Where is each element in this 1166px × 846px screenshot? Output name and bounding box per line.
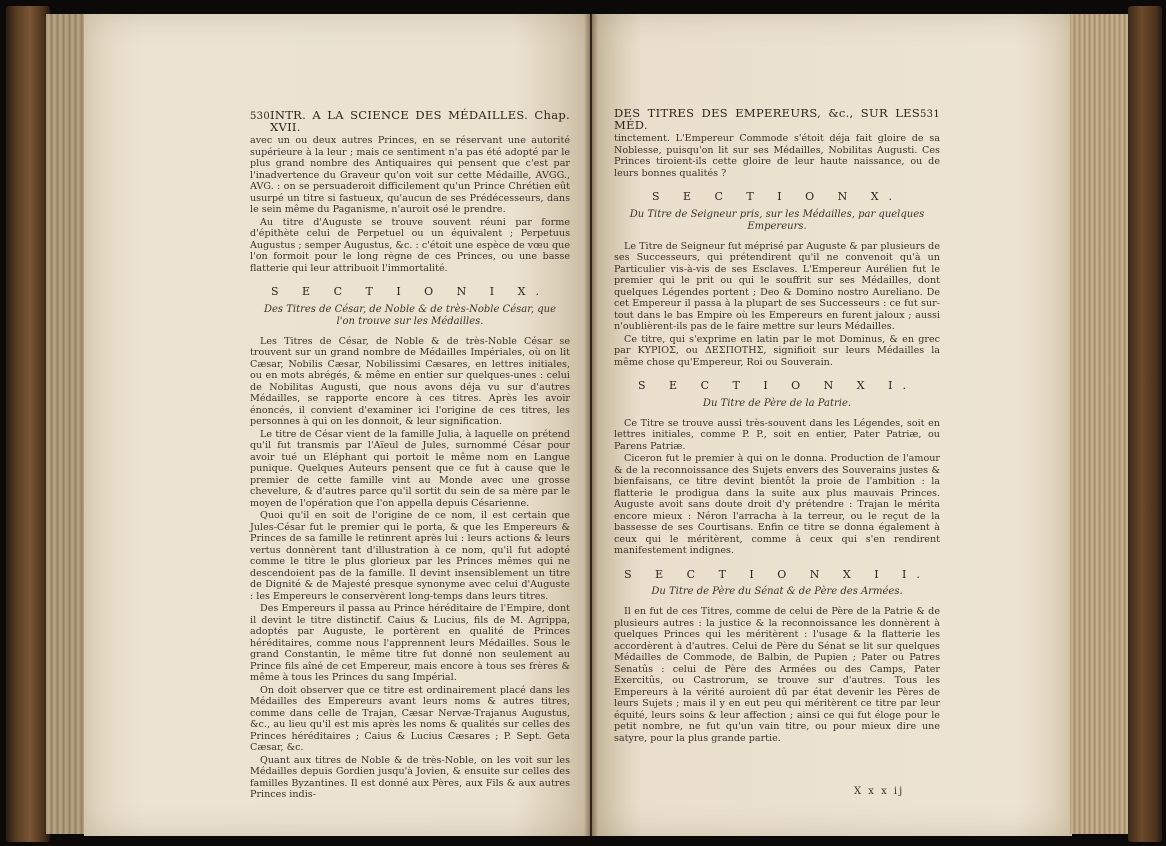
paragraph: Ce titre, qui s'exprime en latin par le mot Dominus, & en grec par ΚΥΡΙΟΣ, ou ΔΕΣΠΟΤΗΣ, signifioit sur leurs Médailles la même chose qu'Empereur, Roi ou Souverain.	[614, 333, 940, 368]
paragraph: Ce Titre se trouve aussi très-souvent dans les Légendes, soit en lettres initiales, comme P. P., soit en entier, Pater Patriæ, ou Parens Patriæ.	[614, 417, 940, 452]
book-spine-left	[6, 6, 50, 842]
section-title: Du Titre de Seigneur pris, sur les Médailles, par quelques Empereurs.	[629, 208, 925, 232]
paragraph: Au titre d'Auguste se trouve souvent réuni par forme d'épithète celui de Perpetuel ou un équivalent ; Perpetuus Augustus ; semper Augustus, &c. : c'étoit une espèce de vœu que l'on formoit pour le long règne de ces Princes, ou une basse flatterie qui leur attribuoit l'immortalité.	[250, 216, 570, 274]
right-page-text	[614, 108, 940, 745]
paragraph: Des Empereurs il passa au Prince héréditaire de l'Empire, dont il devint le titre distinctif. Caius & Lucius, fils de M. Agrippa, adoptés par Auguste, le portèrent en qualité de Princes héréditaires, comme nous l'apprennent leurs Médailles. Sous le grand Constantin, le même titre fut donné non seulement au Prince fils aîné de cet Empereur, mais encore à tous ses frères & même à tous les Princes du sang Impérial.	[250, 603, 570, 683]
paragraph: avec un ou deux autres Princes, en se réservant une autorité supérieure à la leur ; mais ce sentiment n'a pas été adopté par le plus grand nombre des Antiquaires qui pensent que c'est par l'inadvertence du Graveur qu'on voit sur cette Médaille, AVGG., AVG. : on se persuaderoit difficilement qu'un Prince Chrétien eût usurpé un titre si fastueux, qu'aucun de ses Prédécesseurs, dans le sein même du Paganisme, n'auroit osé le prendre.	[250, 135, 570, 215]
right-running-head: DES TITRES DES EMPEREURS, &c., SUR LES MÉD.	[614, 106, 920, 132]
page-edges-right	[1070, 14, 1134, 834]
page-edges-left	[46, 14, 86, 834]
paragraph: Ciceron fut le premier à qui on le donna. Production de l'amour & de la reconnoissance des Sujets envers des Souverains justes & bienfaisans, ce titre devint bientôt la proie de l'ambition : la flatterie le prodigua dans la suite aux plus mauvais Princes. Auguste avoit sans doute droit d'y prétendre : Trajan le mérita encore mieux : Néron l'arracha à la terreur, ou le reçut de la bassesse de ses Courtisans. Enfin ce titre se donna également à ceux qui le méritèrent, comme à ceux qui s'en rendirent manifestement indignes.	[614, 453, 940, 556]
right-running-header	[614, 108, 940, 131]
paragraph: Le Titre de Seigneur fut méprisé par Auguste & par plusieurs de ses Successeurs, qui prétendirent qu'il ne convenoit qu'à un Particulier vis-à-vis de ses Esclaves. L'Empereur Aurélien fut le premier qui le prit ou qui le souffrit sur ses Médailles, dont quelques Légendes portent ; Deo & Domino nostro Aureliano. De cet Empereur il passa à la plupart de ses Successeurs : ce fut sur-tout dans le bas Empire où les Empereurs en furent jaloux ; aussi n'oublièrent-ils pas de le faire mettre sur leurs Médailles.	[614, 240, 940, 332]
section-title: Du Titre de Père de la Patrie.	[702, 397, 852, 409]
book-spine-right	[1128, 6, 1162, 842]
paragraph: Quant aux titres de Noble & de très-Noble, on les voit sur les Médailles depuis Gordien jusqu'à Jovien, & ensuite sur celles des familles Byzantines. Il est donné aux Pères, aux Fils & aux autres Princes indis-	[250, 754, 570, 800]
section-heading: S E C T I O N I X.	[271, 285, 549, 298]
paragraph: Il en fut de ces Titres, comme de celui de Père de la Patrie & de plusieurs autres : la justice & la reconnoissance les donnèrent à quelques Princes qui les méritèrent : l'usage & la flatterie les accordèrent à d'autres. Celui de Père du Sénat se lit sur quelques Médailles de Commode, de Balbin, de Pupien ; Pater ou Patres Senatûs : celui de Père des Armées ou des Camps, Pater Exercitûs, ou Castrorum, se trouve sur d'autres. Tous les Empereurs à la vérité auroient dû par état devenir les Pères de leurs Sujets ; mais il y en eut peu qui méritèrent ce titre par leur équité, leurs soins & leur affection ; ainsi ce qui fut éloge pour le petit nombre, ne fut qu'un vain titre, ou pour mieux dire une satyre, pour la plus grande partie.	[614, 606, 940, 744]
section-title: Du Titre de Père du Sénat & de Père des Armées.	[651, 586, 903, 597]
left-page-number: 530	[250, 111, 270, 122]
paragraph: Le titre de César vient de la famille Julia, à laquelle on prétend qu'il fut transmis par l'Aïeul de Jules, surnommé César pour avoir tué un Eléphant qui portoit le même nom en Langue punique. Quelques Auteurs pensent que ce fut à cause que le premier de cette famille vint au Monde avec une grosse chevelure, & d'autres parce qu'il sortit du sein de sa mère par le moyen de l'opération que l'on appella depuis Césarienne.	[250, 428, 570, 509]
section-heading: S E C T I O N X I I.	[624, 567, 930, 581]
left-page-text	[250, 110, 570, 802]
paragraph: Quoi qu'il en soit de l'origine de ce nom, il est certain que Jules-César fut le premier qui le porta, & que les Empereurs & Princes de sa famille le retinrent après lui : leurs actions & leurs vertus donnèrent tant d'illustration à ce nom, qu'il fut adopté comme le titre le plus glorieux par les Princes mêmes qui ne descendoient pas de la famille. Il devint insensiblement un titre de Dignité & de Majesté presque synonyme avec celui d'Auguste : les Empereurs le conservèrent long-temps dans leurs titres.	[250, 510, 570, 602]
section-heading: S E C T I O N X.	[651, 190, 903, 203]
left-running-header	[250, 110, 570, 133]
section-heading: S E C T I O N X I.	[638, 379, 916, 392]
paragraph: Les Titres de César, de Noble & de très-Noble César se trouvent sur un grand nombre de Médailles Impériales, où on lit Cæsar, Nobilis Cæsar, Nobilissimi Cæsares, en lettres initiales, ou en mots abrégés, & même en entier sur quelques-unes : celui de Nobilitas Augusti, que nous avons déja vu sur d'autres Médailles, se rapporte encore à ces titres. Après les avoir énoncés, il convient d'examiner ici l'origine de ces titres, les personnes à qui on les donnoit, & leur signification.	[250, 335, 570, 427]
book-gutter	[584, 14, 598, 836]
paragraph: tinctement. L'Empereur Commode s'étoit déja fait gloire de sa Noblesse, puisqu'on lit sur ses Médailles, Nobilitas Augusti. Ces Princes tiroient-ils cette gloire de leur haute naissance, ou de leurs bonnes qualités ?	[614, 133, 940, 179]
paragraph: On doit observer que ce titre est ordinairement placé dans les Médailles des Empereurs avant leurs noms & autres titres, comme dans celle de Trajan, Cæsar Nervæ-Trajanus Augustus, &c., au lieu qu'il est mis après les noms & qualités sur celles des Princes héréditaires ; Caius & Lucius Cæsares ; P. Sept. Geta Cæsar, &c.	[250, 684, 570, 753]
right-page-number: 531	[920, 109, 940, 120]
left-running-head: INTR. A LA SCIENCE DES MÉDAILLES. Chap. XVII.	[270, 108, 570, 134]
section-title: Des Titres de César, de Noble & de très-Noble César, que l'on trouve sur les Médailles.	[263, 303, 557, 327]
signature-mark: X x x ij	[854, 786, 905, 797]
